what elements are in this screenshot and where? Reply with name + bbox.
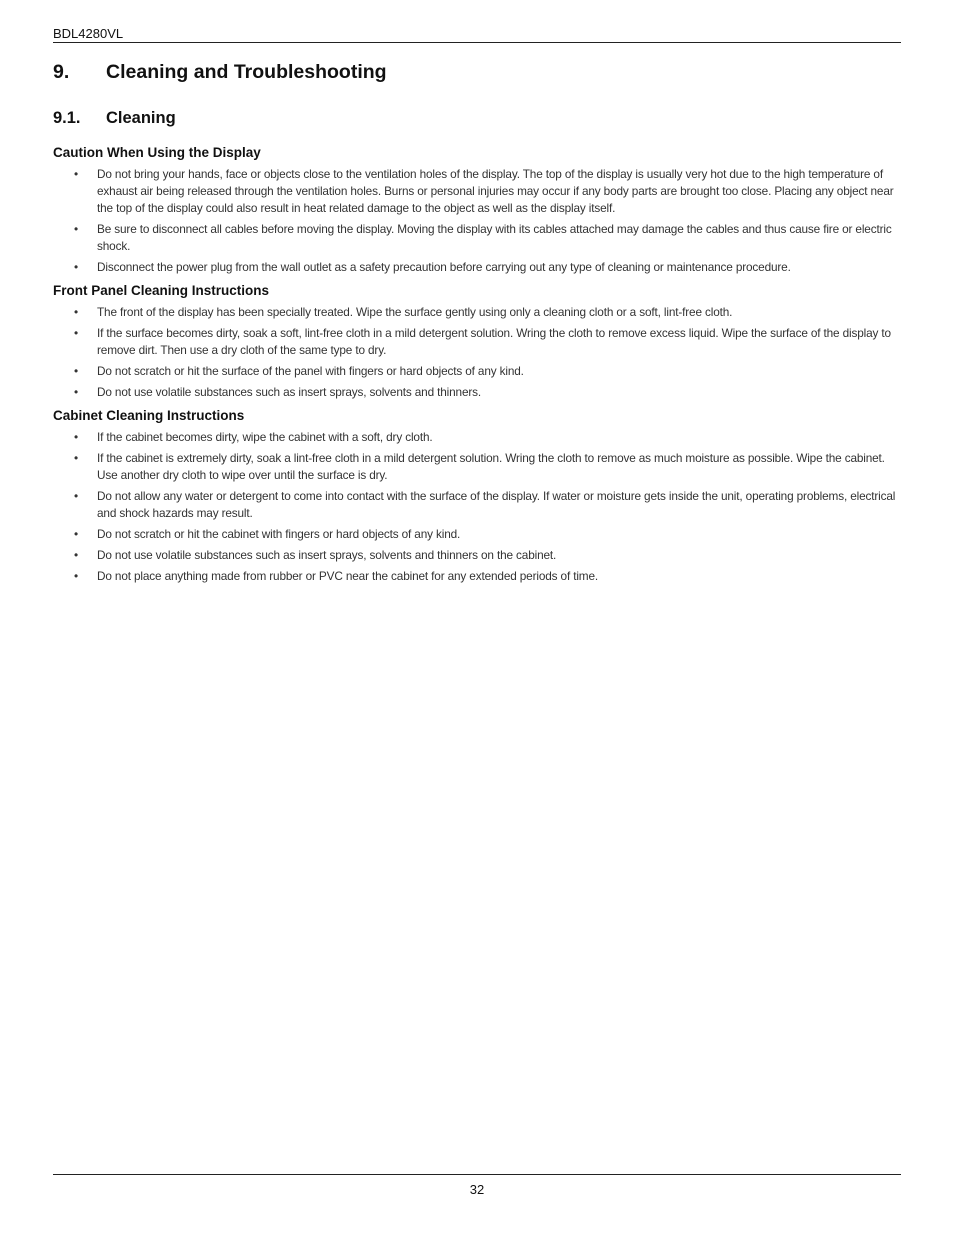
section-title: Cleaning	[106, 109, 176, 127]
list-item	[53, 363, 901, 380]
bullet-icon: •	[74, 364, 78, 378]
chapter-number: 9.	[53, 61, 70, 83]
bullet-icon: •	[74, 326, 78, 340]
list-item	[53, 166, 901, 217]
chapter-heading	[53, 61, 387, 84]
list-item	[53, 450, 901, 484]
page-number: 32	[469, 1182, 485, 1197]
subheading-front-panel: Front Panel Cleaning Instructions	[53, 283, 270, 298]
subheading-cabinet: Cabinet Cleaning Instructions	[53, 408, 245, 423]
list-item	[53, 221, 901, 255]
bullet-icon: •	[74, 222, 78, 236]
bullet-icon: •	[74, 385, 78, 399]
list-item	[53, 384, 901, 401]
list-item-text: Do not scratch or hit the cabinet with fingers or hard objects of any kind.	[97, 527, 461, 541]
subheading-caution: Caution When Using the Display	[53, 145, 261, 160]
footer-divider	[53, 1174, 901, 1175]
bullet-icon: •	[74, 489, 78, 503]
list-item-text: Be sure to disconnect all cables before moving the display. Moving the display with its cables attached may damage the cables and thus cause fire or electric shock.	[97, 222, 892, 253]
list-item-text: Do not use volatile substances such as insert sprays, solvents and thinners.	[97, 385, 482, 399]
section-heading	[53, 109, 176, 128]
chapter-title: Cleaning and Troubleshooting	[106, 61, 387, 83]
list-item-text: Disconnect the power plug from the wall outlet as a safety precaution before carrying out any type of cleaning or maintenance procedure.	[97, 260, 791, 274]
bullet-icon: •	[74, 548, 78, 562]
list-item-text: Do not scratch or hit the surface of the panel with fingers or hard objects of any kind.	[97, 364, 524, 378]
list-item	[53, 304, 901, 321]
bullet-icon: •	[74, 167, 78, 181]
section-number: 9.1.	[53, 109, 81, 127]
bullet-list-front-panel	[53, 304, 901, 401]
header-divider	[53, 42, 901, 43]
list-item-text: Do not bring your hands, face or objects close to the ventilation holes of the display. The top of the display is usually very hot due to the high temperature of exhaust air being released through the ventilation holes. Burns or personal injuries may occur if any body parts are brought too close. Placing any object near the top of the display could also result in heat related damage to the object as well as the display itself.	[97, 167, 894, 215]
list-item	[53, 259, 901, 276]
list-item	[53, 325, 901, 359]
list-item-text: The front of the display has been specially treated. Wipe the surface gently using only a cleaning cloth or a soft, lint-free cloth.	[97, 305, 733, 319]
list-item	[53, 568, 901, 585]
bullet-icon: •	[74, 451, 78, 465]
list-item-text: If the cabinet is extremely dirty, soak a lint-free cloth in a mild detergent solution. Wring the cloth to remove as much moisture as possible. Wipe the cabinet. Use another dry cloth to wipe over until the surface is dry.	[97, 451, 885, 482]
bullet-icon: •	[74, 260, 78, 274]
list-item-text: If the surface becomes dirty, soak a soft, lint-free cloth in a mild detergent solution. Wring the cloth to remove excess liquid. Wipe the surface of the display to remove dirt. Then use a dry cloth of the same type to dry.	[97, 326, 891, 357]
bullet-icon: •	[74, 569, 78, 583]
content-body	[53, 144, 901, 591]
list-item-text: Do not use volatile substances such as insert sprays, solvents and thinners on the cabinet.	[97, 548, 557, 562]
list-item	[53, 488, 901, 522]
list-item	[53, 429, 901, 446]
bullet-icon: •	[74, 430, 78, 444]
document-model-header: BDL4280VL	[53, 26, 124, 41]
list-item	[53, 547, 901, 564]
list-item	[53, 526, 901, 543]
bullet-icon: •	[74, 305, 78, 319]
list-item-text: Do not place anything made from rubber or PVC near the cabinet for any extended periods of time.	[97, 569, 599, 583]
bullet-icon: •	[74, 527, 78, 541]
list-item-text: If the cabinet becomes dirty, wipe the cabinet with a soft, dry cloth.	[97, 430, 433, 444]
list-item-text: Do not allow any water or detergent to come into contact with the surface of the display. If water or moisture gets inside the unit, operating problems, electrical and shock hazards may result.	[97, 489, 896, 520]
bullet-list-cabinet	[53, 429, 901, 585]
bullet-list-caution	[53, 166, 901, 276]
